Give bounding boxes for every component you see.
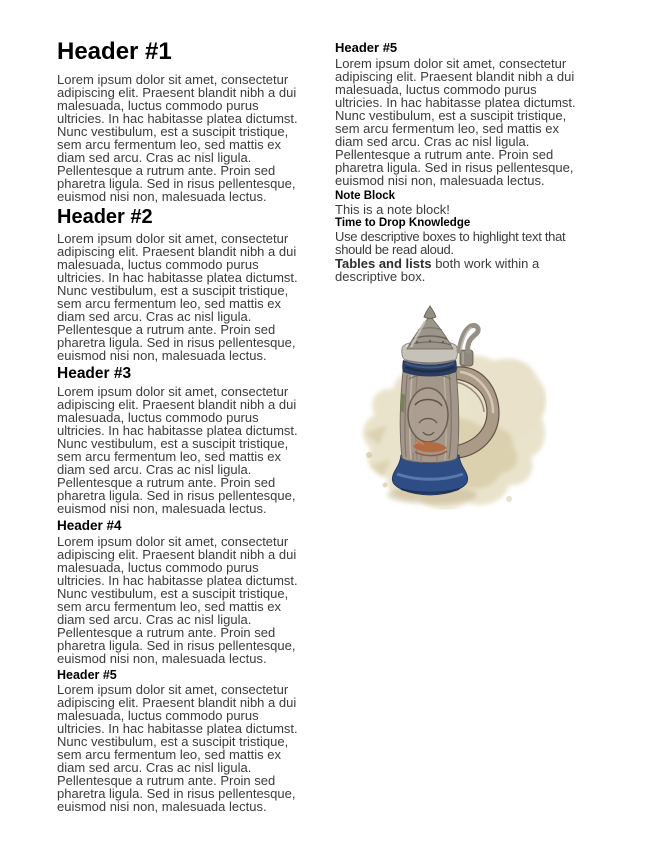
left-column: [57, 38, 308, 816]
stein-body: [400, 367, 459, 464]
section-paragraph-3: Lorem ipsum dolor sit amet, consectetur adipiscing elit. Praesent blandit nibh a dui malesuada, luctus commodo purus ultricies. In hac habitasse platea dictumst. Nunc vestibulum, est a suscipit tristique, sem arcu fermentum leo, sed mattis ex diam sed arcu. Cras ac nisl ligula. Pellentesque a rutrum ante. Proin sed pharetra ligula. Sed in risus pellentesque, euismod nisi non, malesuada lectus.: [57, 384, 298, 516]
section-paragraph-2: Lorem ipsum dolor sit amet, consectetur adipiscing elit. Praesent blandit nibh a dui malesuada, luctus commodo purus ultricies. In hac habitasse platea dictumst. Nunc vestibulum, est a suscipit tristique, sem arcu fermentum leo, sed mattis ex diam sed arcu. Cras ac nisl ligula. Pellentesque a rutrum ante. Proin sed pharetra ligula. Sed in risus pellentesque, euismod nisi non, malesuada lectus.: [57, 231, 298, 363]
section-4: [57, 518, 308, 665]
note-block-text: This is a note block!: [335, 202, 450, 217]
beer-stein-illustration: [357, 305, 547, 510]
note-block-heading: Note Block: [335, 190, 396, 202]
section-5: [57, 668, 308, 813]
section-paragraph-4: Lorem ipsum dolor sit amet, consectetur adipiscing elit. Praesent blandit nibh a dui malesuada, luctus commodo purus ultricies. In hac habitasse platea dictumst. Nunc vestibulum, est a suscipit tristique, sem arcu fermentum leo, sed mattis ex diam sed arcu. Cras ac nisl ligula. Pellentesque a rutrum ante. Proin sed pharetra ligula. Sed in risus pellentesque, euismod nisi non, malesuada lectus.: [57, 534, 298, 666]
stein-finial: [424, 306, 436, 319]
knowledge-heading: Time to Drop Knowledge: [335, 217, 471, 229]
section-heading-4: Header #4: [57, 518, 122, 533]
section-3: [57, 365, 308, 515]
section-heading-1: Header #1: [57, 38, 172, 65]
section-heading-6: Header #5: [335, 40, 398, 55]
section-1: [57, 38, 308, 203]
section-2: [57, 206, 308, 362]
section-heading-3: Header #3: [57, 365, 132, 382]
section-paragraph-5: Lorem ipsum dolor sit amet, consectetur adipiscing elit. Praesent blandit nibh a dui malesuada, luctus commodo purus ultricies. In hac habitasse platea dictumst. Nunc vestibulum, est a suscipit tristique, sem arcu fermentum leo, sed mattis ex diam sed arcu. Cras ac nisl ligula. Pellentesque a rutrum ante. Proin sed pharetra ligula. Sed in risus pellentesque, euismod nisi non, malesuada lectus.: [57, 682, 298, 814]
section-paragraph-1: Lorem ipsum dolor sit amet, consectetur adipiscing elit. Praesent blandit nibh a dui malesuada, luctus commodo purus ultricies. In hac habitasse platea dictumst. Nunc vestibulum, est a suscipit tristique, sem arcu fermentum leo, sed mattis ex diam sed arcu. Cras ac nisl ligula. Pellentesque a rutrum ante. Proin sed pharetra ligula. Sed in risus pellentesque, euismod nisi non, malesuada lectus.: [57, 72, 298, 204]
section-paragraph-6: Lorem ipsum dolor sit amet, consectetur adipiscing elit. Praesent blandit nibh a dui malesuada, luctus commodo purus ultricies. In hac habitasse platea dictumst. Nunc vestibulum, est a suscipit tristique, sem arcu fermentum leo, sed mattis ex diam sed arcu. Cras ac nisl ligula. Pellentesque a rutrum ante. Proin sed pharetra ligula. Sed in risus pellentesque, euismod nisi non, malesuada lectus.: [335, 56, 576, 188]
tables-note-rest: both work within a descriptive box.: [335, 256, 540, 284]
right-column: [335, 40, 587, 510]
knowledge-text: Use descriptive boxes to highlight text that should be read aloud.: [335, 229, 566, 257]
tables-note: [335, 257, 587, 283]
section-6: [335, 40, 587, 187]
section-heading-2: Header #2: [57, 206, 153, 228]
stein-lid-cone: [407, 316, 453, 349]
section-heading-5: Header #5: [57, 668, 117, 682]
beer-stein-svg: [357, 305, 547, 510]
tables-note-bold: Tables and lists: [335, 256, 432, 271]
